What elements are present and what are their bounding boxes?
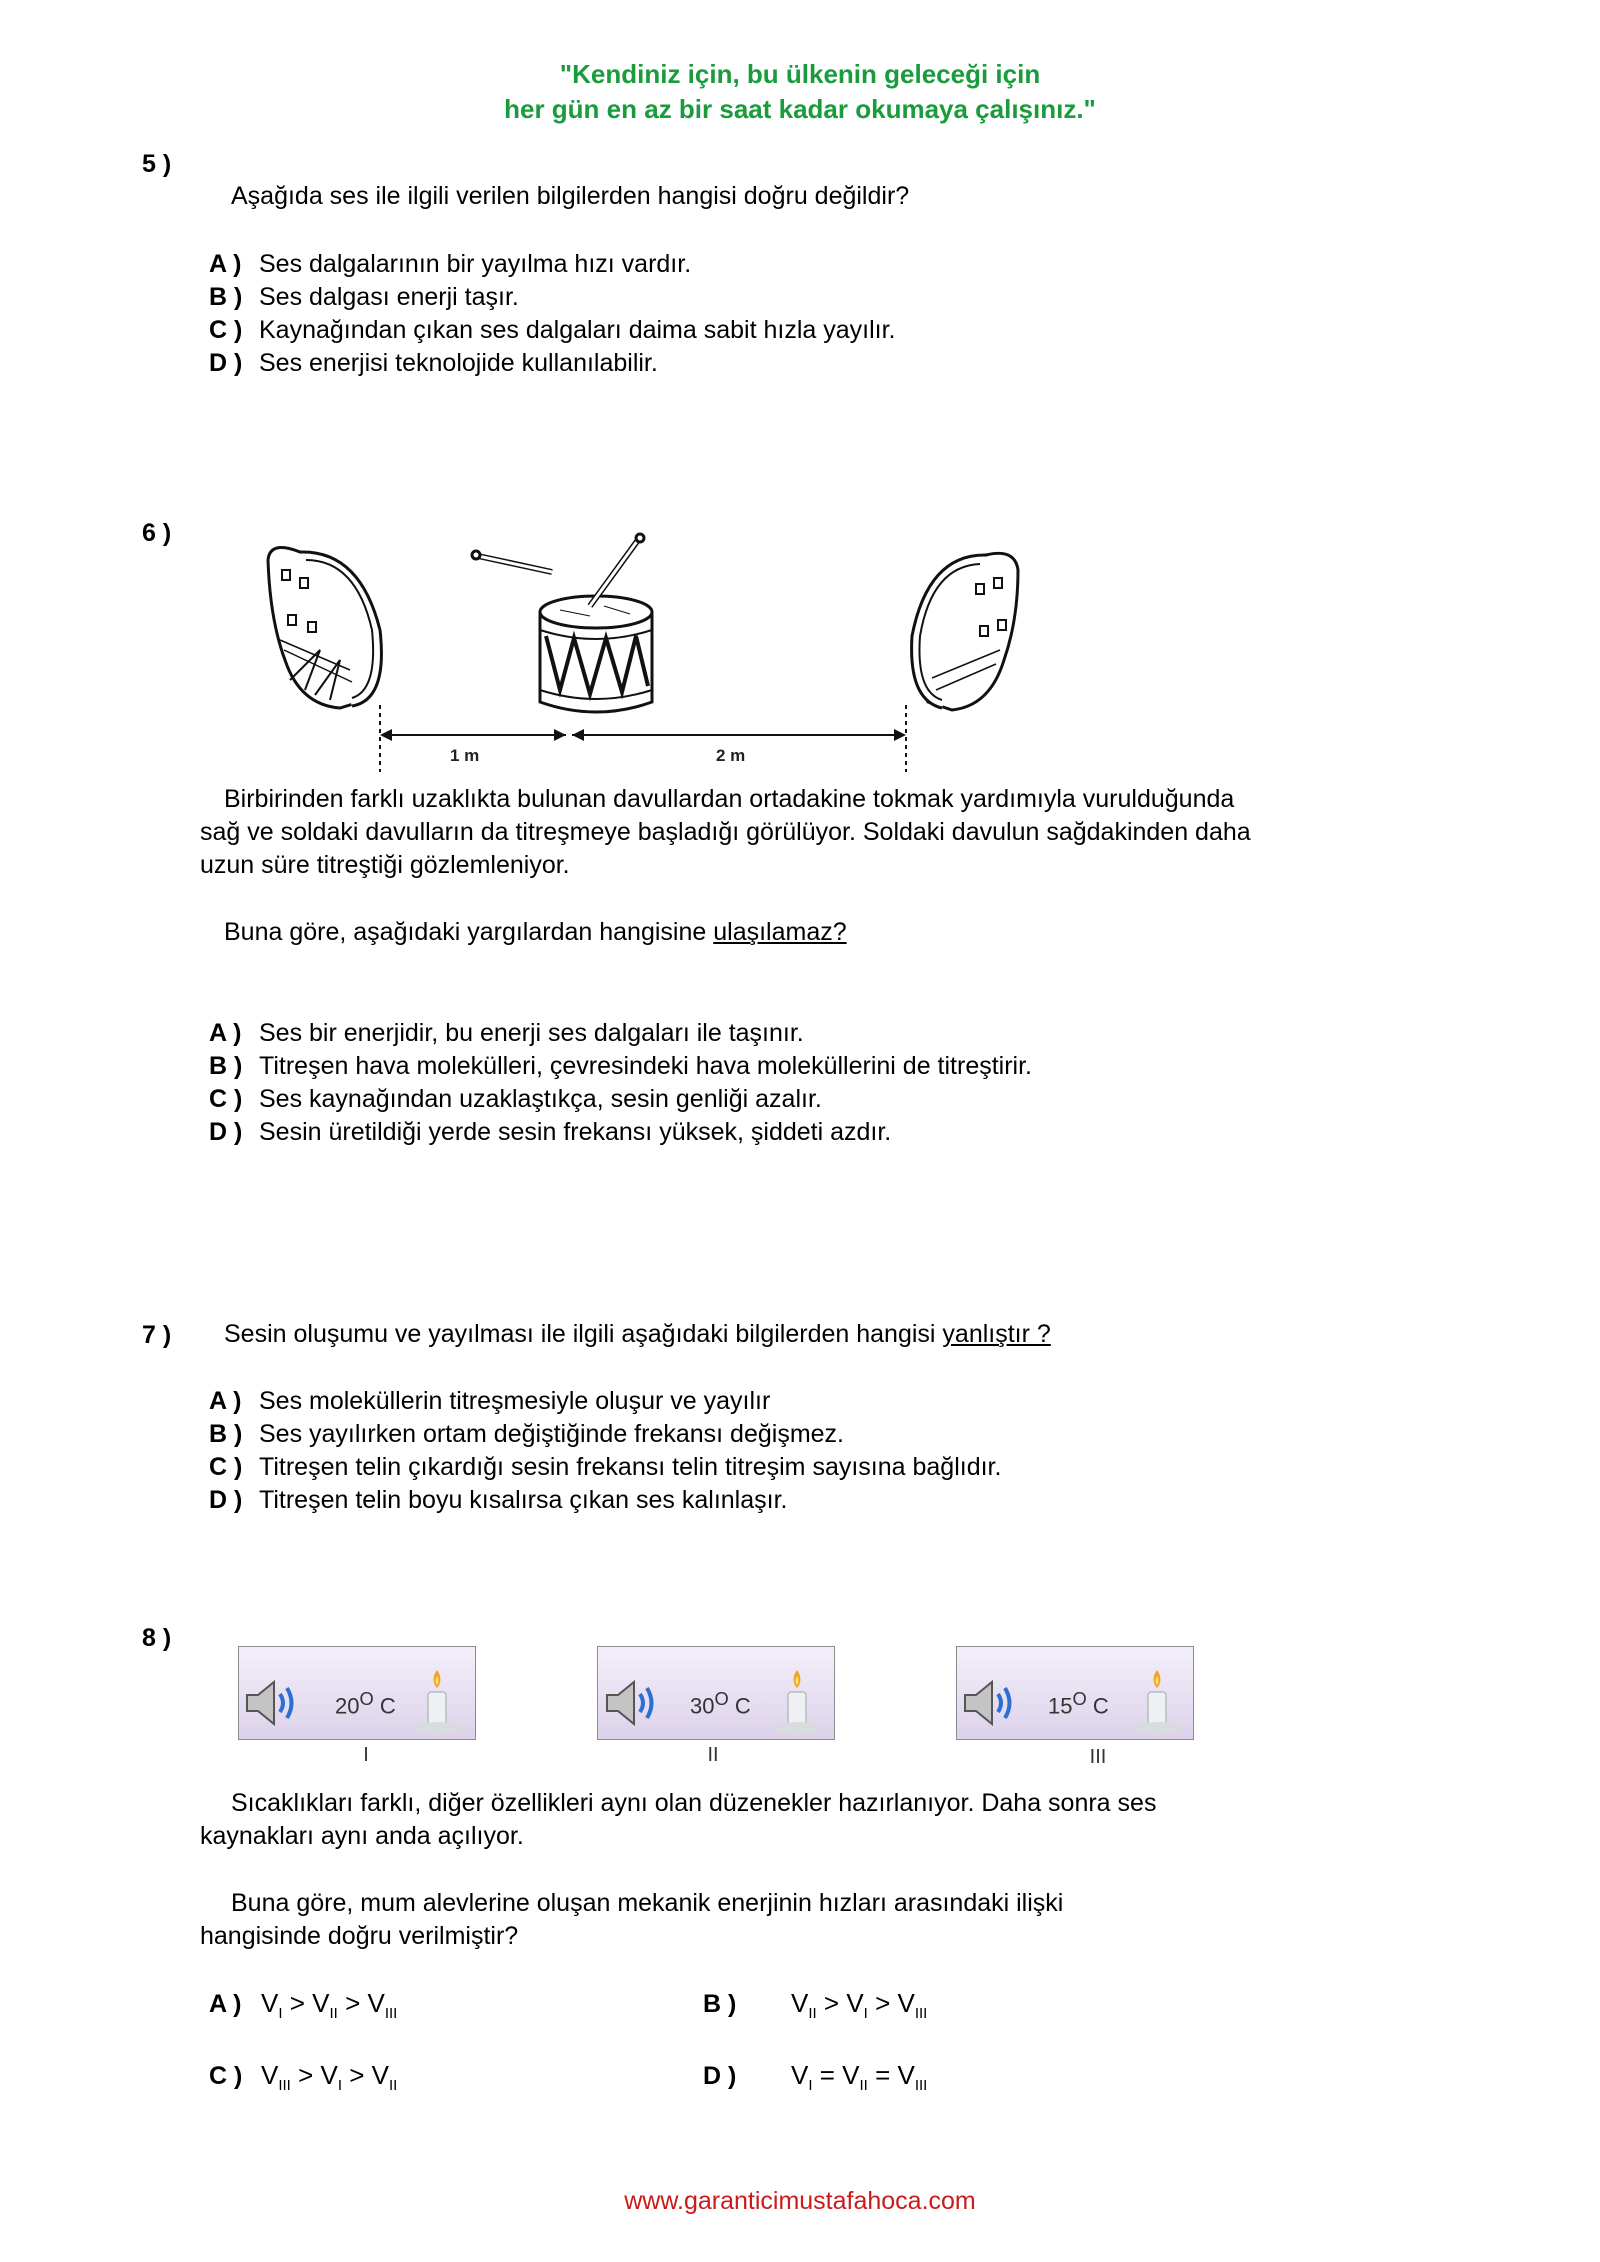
underlined-keyword: ulaşılamaz? bbox=[713, 918, 847, 946]
option-d[interactable]: D ) Titreşen telin boyu kısalırsa çıkan ses kalınlaşır. bbox=[209, 1486, 788, 1514]
option-b[interactable]: B ) Ses dalgası enerji taşır. bbox=[209, 283, 519, 311]
drum-icon bbox=[912, 553, 1018, 710]
drumstick-icon bbox=[472, 534, 644, 606]
paragraph-line: Sıcaklıkları farklı, diğer özellikleri aynı olan düzenekler hazırlanıyor. Daha sonra ses bbox=[231, 1789, 1157, 1817]
question-prompt-6: Buna göre, aşağıdaki yargılardan hangisine ulaşılamaz? bbox=[224, 918, 847, 946]
candle-icon bbox=[1130, 1668, 1184, 1736]
paragraph-line: sağ ve soldaki davulların da titreşmeye başladığı görülüyor. Soldaki davulun sağdakinden daha bbox=[200, 818, 1251, 846]
drum-icon bbox=[268, 548, 381, 709]
header-quote-line1: "Kendiniz için, bu ülkenin geleceği için bbox=[559, 59, 1041, 89]
option-d[interactable]: D ) $V_I = V_{II} = V_{III}$ bbox=[703, 2060, 928, 2095]
setup-label-2: II bbox=[707, 1744, 719, 1766]
setup-label-1: I bbox=[363, 1744, 369, 1766]
option-d[interactable]: D ) Sesin üretildiği yerde sesin frekansı yüksek, şiddeti azdır. bbox=[209, 1118, 892, 1146]
option-c[interactable]: C ) $V_{III} > V_I > V_{II}$ bbox=[209, 2060, 398, 2095]
footer-url[interactable]: www.garanticimustafahoca.com bbox=[624, 2187, 976, 2215]
question-stem-7: Sesin oluşumu ve yayılması ile ilgili aşağıdaki bilgilerden hangisi yanlıştır ? bbox=[224, 1320, 1051, 1348]
candle-icon bbox=[410, 1668, 464, 1736]
speaker-icon bbox=[962, 1678, 1020, 1728]
paragraph-line: Birbirinden farklı uzaklıkta bulunan davullardan ortadakine tokmak yardımıyla vurulduğunda bbox=[224, 785, 1235, 813]
speaker-icon bbox=[244, 1678, 302, 1728]
speaker-icon bbox=[604, 1678, 662, 1728]
question-number-5: 5 ) bbox=[142, 150, 172, 178]
option-b[interactable]: B ) Ses yayılırken ortam değiştiğinde frekansı değişmez. bbox=[209, 1420, 844, 1448]
drums-figure bbox=[260, 530, 1030, 780]
question-number-6: 6 ) bbox=[142, 519, 172, 547]
temperature-label-2: $30^O$ C bbox=[690, 1688, 751, 1719]
header-quote-line2: her gün en az bir saat kadar okumaya çalışınız." bbox=[504, 94, 1096, 124]
paragraph-line: hangisinde doğru verilmiştir? bbox=[200, 1922, 519, 1950]
paragraph-line: uzun süre titreştiği gözlemleniyor. bbox=[200, 851, 570, 879]
option-d[interactable]: D ) Ses enerjisi teknolojide kullanılabilir. bbox=[209, 349, 658, 377]
option-c[interactable]: C ) Ses kaynağından uzaklaştıkça, sesin genliği azalır. bbox=[209, 1085, 822, 1113]
option-a[interactable]: A ) Ses bir enerjidir, bu enerji ses dalgaları ile taşınır. bbox=[209, 1019, 804, 1047]
question-number-8: 8 ) bbox=[142, 1624, 172, 1652]
option-b[interactable]: B ) $V_{II} > V_I > V_{III}$ bbox=[703, 1988, 928, 2023]
temperature-label-3: $15^O$ C bbox=[1048, 1688, 1109, 1719]
question-paragraph-8a bbox=[200, 1787, 1156, 1853]
question-number-7: 7 ) bbox=[142, 1321, 172, 1349]
underlined-keyword: yanlıştır ? bbox=[942, 1320, 1051, 1348]
option-c[interactable]: C ) Kaynağından çıkan ses dalgaları daima sabit hızla yayılır. bbox=[209, 316, 896, 344]
question-stem-5: Aşağıda ses ile ilgili verilen bilgilerden hangisi doğru değildir? bbox=[231, 182, 910, 210]
option-a[interactable]: A ) Ses moleküllerin titreşmesiyle oluşur ve yayılır bbox=[209, 1387, 771, 1415]
drum-icon bbox=[540, 596, 652, 712]
distance-label-right: 2 m bbox=[716, 746, 746, 765]
question-paragraph-6 bbox=[200, 783, 1251, 882]
setup-label-3: III bbox=[1089, 1746, 1107, 1768]
option-b[interactable]: B ) Titreşen hava molekülleri, çevresindeki hava moleküllerini de titreştirir. bbox=[209, 1052, 1032, 1080]
option-a[interactable]: A ) $V_I > V_{II} > V_{III}$ bbox=[209, 1988, 398, 2023]
candle-icon bbox=[770, 1668, 824, 1736]
question-paragraph-8b bbox=[200, 1887, 1063, 1953]
header-quote bbox=[0, 57, 1600, 127]
option-c[interactable]: C ) Titreşen telin çıkardığı sesin frekansı telin titreşim sayısına bağlıdır. bbox=[209, 1453, 1002, 1481]
options-q5 bbox=[209, 248, 895, 380]
paragraph-line: kaynakları aynı anda açılıyor. bbox=[200, 1822, 524, 1850]
options-q6 bbox=[209, 1017, 1032, 1149]
paragraph-line: Buna göre, mum alevlerine oluşan mekanik enerjinin hızları arasındaki ilişki bbox=[231, 1889, 1064, 1917]
temperature-label-1: $20^O$ C bbox=[335, 1688, 396, 1719]
options-q7 bbox=[209, 1385, 1001, 1517]
option-a[interactable]: A ) Ses dalgalarının bir yayılma hızı vardır. bbox=[209, 250, 692, 278]
distance-label-left: 1 m bbox=[450, 746, 480, 765]
